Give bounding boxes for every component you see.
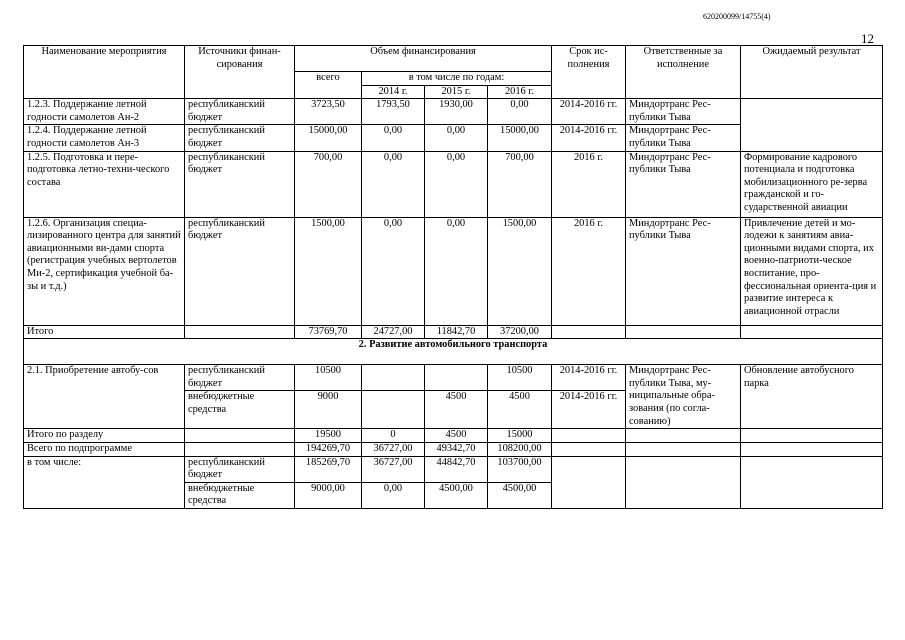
- subprogram-total-row: [24, 442, 883, 456]
- subprogram-total-2015: 49342,70: [425, 442, 488, 456]
- row-term: 2014-2016 гг.: [552, 125, 626, 151]
- row-source: внебюджетные средства: [185, 391, 295, 429]
- table-row: [24, 217, 883, 325]
- row-source: республиканский бюджет: [185, 217, 295, 325]
- row-result: Обновление автобусного парка: [741, 365, 883, 429]
- total-row-term: [552, 325, 626, 339]
- row-name: 1.2.4. Поддержание летной годности самолетов Ан-3: [24, 125, 185, 151]
- row-2014: 36727,00: [362, 456, 425, 482]
- row-responsible: Миндортранс Рес-публики Тыва: [626, 151, 741, 217]
- subprogram-total-2016: 108200,00: [488, 442, 552, 456]
- header-name: Наименование мероприятия: [24, 46, 185, 99]
- row-total: 9000: [295, 391, 362, 429]
- section-total-2015: 4500: [425, 429, 488, 443]
- row-name: 1.2.6. Организация специа-лизированного центра для занятий авиационными ви-дами спорта (регистрация учебных вертолетов Ми-2, сертификация учебной ба-зы и т.д.): [24, 217, 185, 325]
- header-sources: Источники финан-сирования: [185, 46, 295, 99]
- row-2016: 15000,00: [488, 125, 552, 151]
- row-responsible: Миндортранс Рес-публики Тыва: [626, 125, 741, 151]
- row-term: 2016 г.: [552, 151, 626, 217]
- subprogram-total-total: 194269,70: [295, 442, 362, 456]
- row-2016: 1500,00: [488, 217, 552, 325]
- total-row-result: [741, 325, 883, 339]
- row-name: 1.2.5. Подготовка и пере-подготовка летно-техни-ческого состава: [24, 151, 185, 217]
- row-2015: 0,00: [425, 151, 488, 217]
- row-2016: 4500,00: [488, 482, 552, 508]
- section-total-label: Итого по разделу: [24, 429, 185, 443]
- total-row-total: 73769,70: [295, 325, 362, 339]
- row-term: 2014-2016 гг.: [552, 99, 626, 125]
- row-2015: 4500: [425, 391, 488, 429]
- section-total-result: [741, 429, 883, 443]
- row-2014: [362, 365, 425, 391]
- header-by-years: в том числе по годам:: [362, 72, 552, 86]
- row-result: [741, 99, 883, 151]
- including-label: в том числе:: [24, 456, 185, 508]
- row-2015: [425, 365, 488, 391]
- subprogram-total-result: [741, 442, 883, 456]
- row-result: Привлечение детей и мо-лодежи к занятиям авиа-ционными видами спорта, их военно-патриоти-ческое воспитание, про-фессиональная ориента-ция и развитие интереса к авиационной отрасли: [741, 217, 883, 325]
- subprogram-total-label: Всего по подпрограмме: [24, 442, 185, 456]
- row-term: 2014-2016 гг.: [552, 365, 626, 391]
- row-name: 1.2.3. Поддержание летной годности самолетов Ан-2: [24, 99, 185, 125]
- section-total-row: [24, 429, 883, 443]
- including-result: [741, 456, 883, 508]
- row-2016: 0,00: [488, 99, 552, 125]
- row-2015: 0,00: [425, 125, 488, 151]
- table-row: [24, 151, 883, 217]
- section-total-term: [552, 429, 626, 443]
- section-total-total: 19500: [295, 429, 362, 443]
- row-source: республиканский бюджет: [185, 151, 295, 217]
- section-total-2016: 15000: [488, 429, 552, 443]
- row-responsible: Миндортранс Рес-публики Тыва: [626, 217, 741, 325]
- row-total: 9000,00: [295, 482, 362, 508]
- header-volume: Объем финансирования: [295, 46, 552, 72]
- subprogram-total-responsible: [626, 442, 741, 456]
- row-total: 1500,00: [295, 217, 362, 325]
- document-id: 620200099/14755(4): [703, 12, 771, 21]
- including-responsible: [626, 456, 741, 508]
- row-total: 3723,50: [295, 99, 362, 125]
- row-source: республиканский бюджет: [185, 125, 295, 151]
- header-total: всего: [295, 72, 362, 99]
- total-row-responsible: [626, 325, 741, 339]
- financing-table: [23, 45, 883, 509]
- row-total: 10500: [295, 365, 362, 391]
- row-responsible: Миндортранс Рес-публики Тыва, му-ниципальные обра-зования (по согла-сованию): [626, 365, 741, 429]
- row-total: 185269,70: [295, 456, 362, 482]
- row-2016: 103700,00: [488, 456, 552, 482]
- row-2014: 0,00: [362, 482, 425, 508]
- section-total-source: [185, 429, 295, 443]
- subprogram-total-term: [552, 442, 626, 456]
- total-row-label: Итого: [24, 325, 185, 339]
- section-total-2014: 0: [362, 429, 425, 443]
- row-2016: 4500: [488, 391, 552, 429]
- row-2014: 0,00: [362, 125, 425, 151]
- header-2016: 2016 г.: [488, 85, 552, 99]
- row-2014: 0,00: [362, 217, 425, 325]
- row-2016: 700,00: [488, 151, 552, 217]
- row-total: 700,00: [295, 151, 362, 217]
- row-2015: 4500,00: [425, 482, 488, 508]
- header-responsible: Ответственные за исполнение: [626, 46, 741, 99]
- total-row-2016: 37200,00: [488, 325, 552, 339]
- total-row-2015: 11842,70: [425, 325, 488, 339]
- row-name: 2.1. Приобретение автобу-сов: [24, 365, 185, 429]
- row-source: республиканский бюджет: [185, 99, 295, 125]
- total-row: [24, 325, 883, 339]
- total-row-2014: 24727,00: [362, 325, 425, 339]
- row-result: Формирование кадрового потенциала и подготовка мобилизационного ре-зерва гражданской и го-сударственной авиации: [741, 151, 883, 217]
- header-2014: 2014 г.: [362, 85, 425, 99]
- including-row: [24, 456, 883, 482]
- section-total-responsible: [626, 429, 741, 443]
- row-total: 15000,00: [295, 125, 362, 151]
- row-term: 2014-2016 гг.: [552, 391, 626, 429]
- row-2015: 44842,70: [425, 456, 488, 482]
- row-term: 2016 г.: [552, 217, 626, 325]
- row-responsible: Миндортранс Рес-публики Тыва: [626, 99, 741, 125]
- row-2014: [362, 391, 425, 429]
- row-source: республиканский бюджет: [185, 365, 295, 391]
- table-row: [24, 365, 883, 391]
- header-result: Ожидаемый результат: [741, 46, 883, 99]
- table-row: [24, 99, 883, 125]
- page-number: 12: [861, 31, 874, 46]
- row-2015: 0,00: [425, 217, 488, 325]
- subprogram-total-2014: 36727,00: [362, 442, 425, 456]
- row-2014: 1793,50: [362, 99, 425, 125]
- header-term: Срок ис-полнения: [552, 46, 626, 99]
- header-2015: 2015 г.: [425, 85, 488, 99]
- subprogram-total-source: [185, 442, 295, 456]
- section-title: 2. Развитие автомобильного транспорта: [24, 339, 883, 365]
- row-source: внебюджетные средства: [185, 482, 295, 508]
- including-term: [552, 456, 626, 508]
- row-2014: 0,00: [362, 151, 425, 217]
- total-row-source: [185, 325, 295, 339]
- row-source: республиканский бюджет: [185, 456, 295, 482]
- row-2015: 1930,00: [425, 99, 488, 125]
- row-2016: 10500: [488, 365, 552, 391]
